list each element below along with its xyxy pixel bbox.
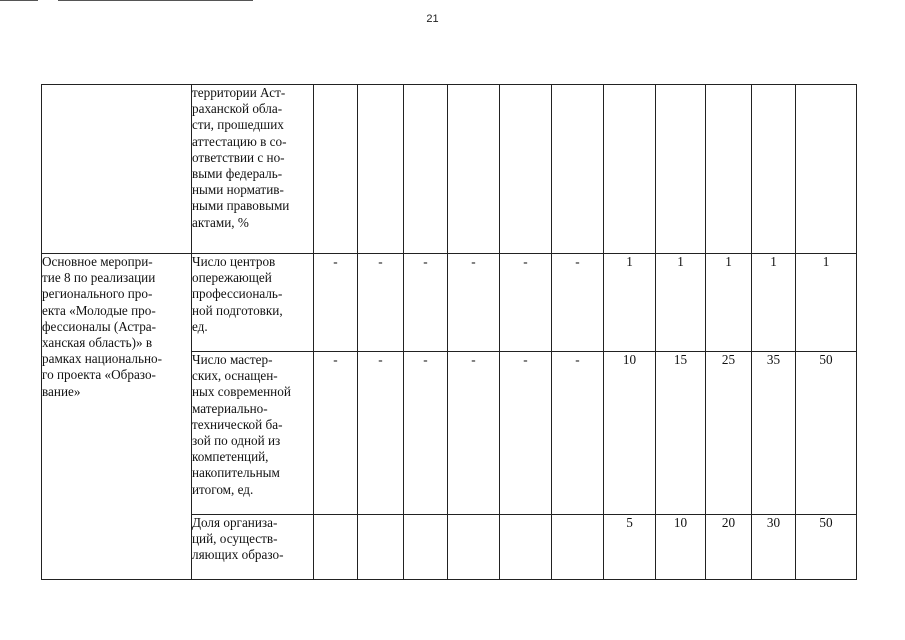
cell-text-line: тие 8 по реализации [42,270,156,286]
indicator-cell [192,352,314,515]
value-cell: 35 [752,352,796,515]
value-cell: - [552,352,604,515]
cell-text-line: ед. [192,318,208,334]
value-cell [604,85,656,254]
page-number: 21 [426,13,439,25]
value-cell [314,515,358,580]
value-cell: - [404,352,448,515]
scan-top-rule-left [0,0,38,1]
cell-text-line: актами, % [192,214,249,230]
value-cell: 1 [752,254,796,352]
scan-top-rule-right [58,0,253,1]
cell-text-line: ной подготовки, [192,302,283,318]
value-cell: 30 [752,515,796,580]
value-cell: - [552,254,604,352]
value-cell [500,515,552,580]
cell-text-line: сти, прошедших [192,117,284,133]
indicator-cell [192,254,314,352]
cell-text-line: ций, осуществ- [192,531,278,547]
value-cell [656,85,706,254]
cell-text-line: фессионалы (Астра- [42,318,157,334]
cell-text-line: ханская область)» в [42,335,153,351]
cell-text-line: ских, оснащен- [192,368,278,384]
cell-text-line: Основное меропри- [42,254,153,269]
cell-text-line: территории Аст- [192,85,286,100]
value-cell: - [404,254,448,352]
cell-text-line: го проекта «Образо- [42,367,156,383]
indicator-cell [192,515,314,580]
value-cell [404,515,448,580]
cell-text-line: раханской обла- [192,101,283,117]
cell-text-line: итогом, ед. [192,481,254,497]
activity-cell [42,254,192,580]
value-cell: 1 [656,254,706,352]
value-cell: 5 [604,515,656,580]
value-cell [358,515,404,580]
table-row [42,254,857,352]
cell-text-line: Число мастер- [192,352,273,367]
cell-text-line: компетенций, [192,449,269,465]
value-cell: 20 [706,515,752,580]
cell-text-line: екта «Молодые про- [42,302,156,318]
cell-text-line: ляющих образо- [192,547,284,563]
cell-text-line: ными норматив- [192,182,284,198]
cell-text-line: ных современной [192,384,291,400]
value-cell: 1 [604,254,656,352]
value-cell: - [500,352,552,515]
cell-text-line: рамках национально- [42,351,163,367]
cell-text-line: профессиональ- [192,286,283,302]
indicator-cell [192,85,314,254]
cell-text-line: Число центров [192,254,276,269]
value-cell [552,515,604,580]
value-cell: - [358,254,404,352]
value-cell [404,85,448,254]
value-cell [358,85,404,254]
value-cell: 50 [796,515,857,580]
value-cell: 10 [604,352,656,515]
cell-text-line: накопительным [192,465,280,481]
value-cell: - [314,254,358,352]
cell-text-line: регионального про- [42,286,153,302]
value-cell [796,85,857,254]
value-cell: - [500,254,552,352]
value-cell: 1 [706,254,752,352]
value-cell [448,85,500,254]
cell-text-line: аттестацию в со- [192,133,287,149]
cell-text-line: вание» [42,383,81,399]
table-row [42,85,857,254]
value-cell [500,85,552,254]
cell-text-line: материально- [192,400,268,416]
value-cell [552,85,604,254]
value-cell: - [314,352,358,515]
value-cell: 25 [706,352,752,515]
program-activities-table [41,84,857,580]
value-cell [706,85,752,254]
value-cell: - [448,254,500,352]
cell-text-line: ными правовыми [192,198,290,214]
value-cell [314,85,358,254]
cell-text-line: зой по одной из [192,433,281,449]
value-cell: 15 [656,352,706,515]
cell-text-line: ответствии с но- [192,149,285,165]
value-cell [448,515,500,580]
value-cell: 1 [796,254,857,352]
value-cell: 10 [656,515,706,580]
cell-text-line: технической ба- [192,416,283,432]
activity-cell [42,85,192,254]
value-cell: - [358,352,404,515]
value-cell [752,85,796,254]
value-cell: 50 [796,352,857,515]
cell-text-line: опережающей [192,270,272,286]
cell-text-line: выми федераль- [192,166,283,182]
cell-text-line: Доля организа- [192,515,278,530]
value-cell: - [448,352,500,515]
